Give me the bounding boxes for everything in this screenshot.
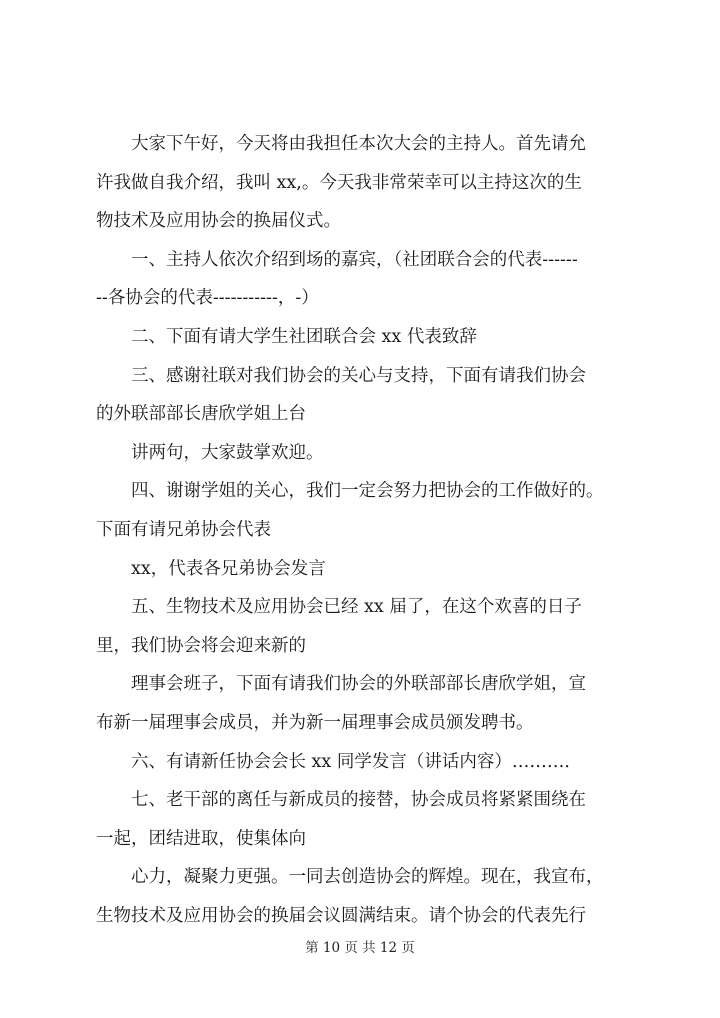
text-line: 布新一届理事会成员，并为新一届理事会成员颁发聘书。 (96, 712, 534, 733)
text-line: 四、谢谢学姐的关心，我们一定会努力把协会的工作做好的。 (96, 481, 604, 502)
text-line: 物技术及应用协会的换届仪式。 (96, 211, 341, 232)
text-line: 三、感谢社联对我们协会的关心与支持，下面有请我们协会 (96, 365, 586, 386)
text-line: 一、主持人依次介绍到场的嘉宾，（社团联合会的代表------ (96, 249, 578, 270)
text-line: 七、老干部的离任与新成员的接替，协会成员将紧紧围绕在 (96, 790, 586, 811)
document-body (96, 125, 636, 935)
text-line: 里，我们协会将会迎来新的 (96, 635, 306, 656)
text-line: 二、下面有请大学生社团联合会 xx 代表致辞 (96, 326, 477, 347)
text-line: 心力，凝聚力更强。一同去创造协会的辉煌。现在，我宣布， (96, 867, 604, 888)
page-number-footer: 第 10 页 共 12 页 (305, 940, 415, 956)
text-line: --各协会的代表-----------，-） (96, 288, 319, 309)
text-line: 五、生物技术及应用协会已经 xx 届了，在这个欢喜的日子 (96, 597, 582, 618)
text-line: 一起，团结进取，使集体向 (96, 828, 306, 849)
text-line: 许我做自我介绍，我叫 xx,。今天我非常荣幸可以主持这次的生 (96, 172, 582, 193)
text-line: 大家下午好，今天将由我担任本次大会的主持人。首先请允 (96, 134, 586, 154)
text-line: 讲两句，大家鼓掌欢迎。 (96, 442, 324, 463)
text-line: 的外联部部长唐欣学姐上台 (96, 404, 306, 425)
text-line: 生物技术及应用协会的换届会议圆满结束。请个协会的代表先行 (96, 905, 586, 926)
text-line: 下面有请兄弟协会代表 (96, 519, 271, 540)
text-line: 六、有请新任协会会长 xx 同学发言（讲话内容）………． (96, 751, 582, 772)
text-line: 理事会班子，下面有请我们协会的外联部部长唐欣学姐，宣 (96, 674, 586, 695)
text-line: xx，代表各兄弟协会发言 (96, 558, 326, 579)
